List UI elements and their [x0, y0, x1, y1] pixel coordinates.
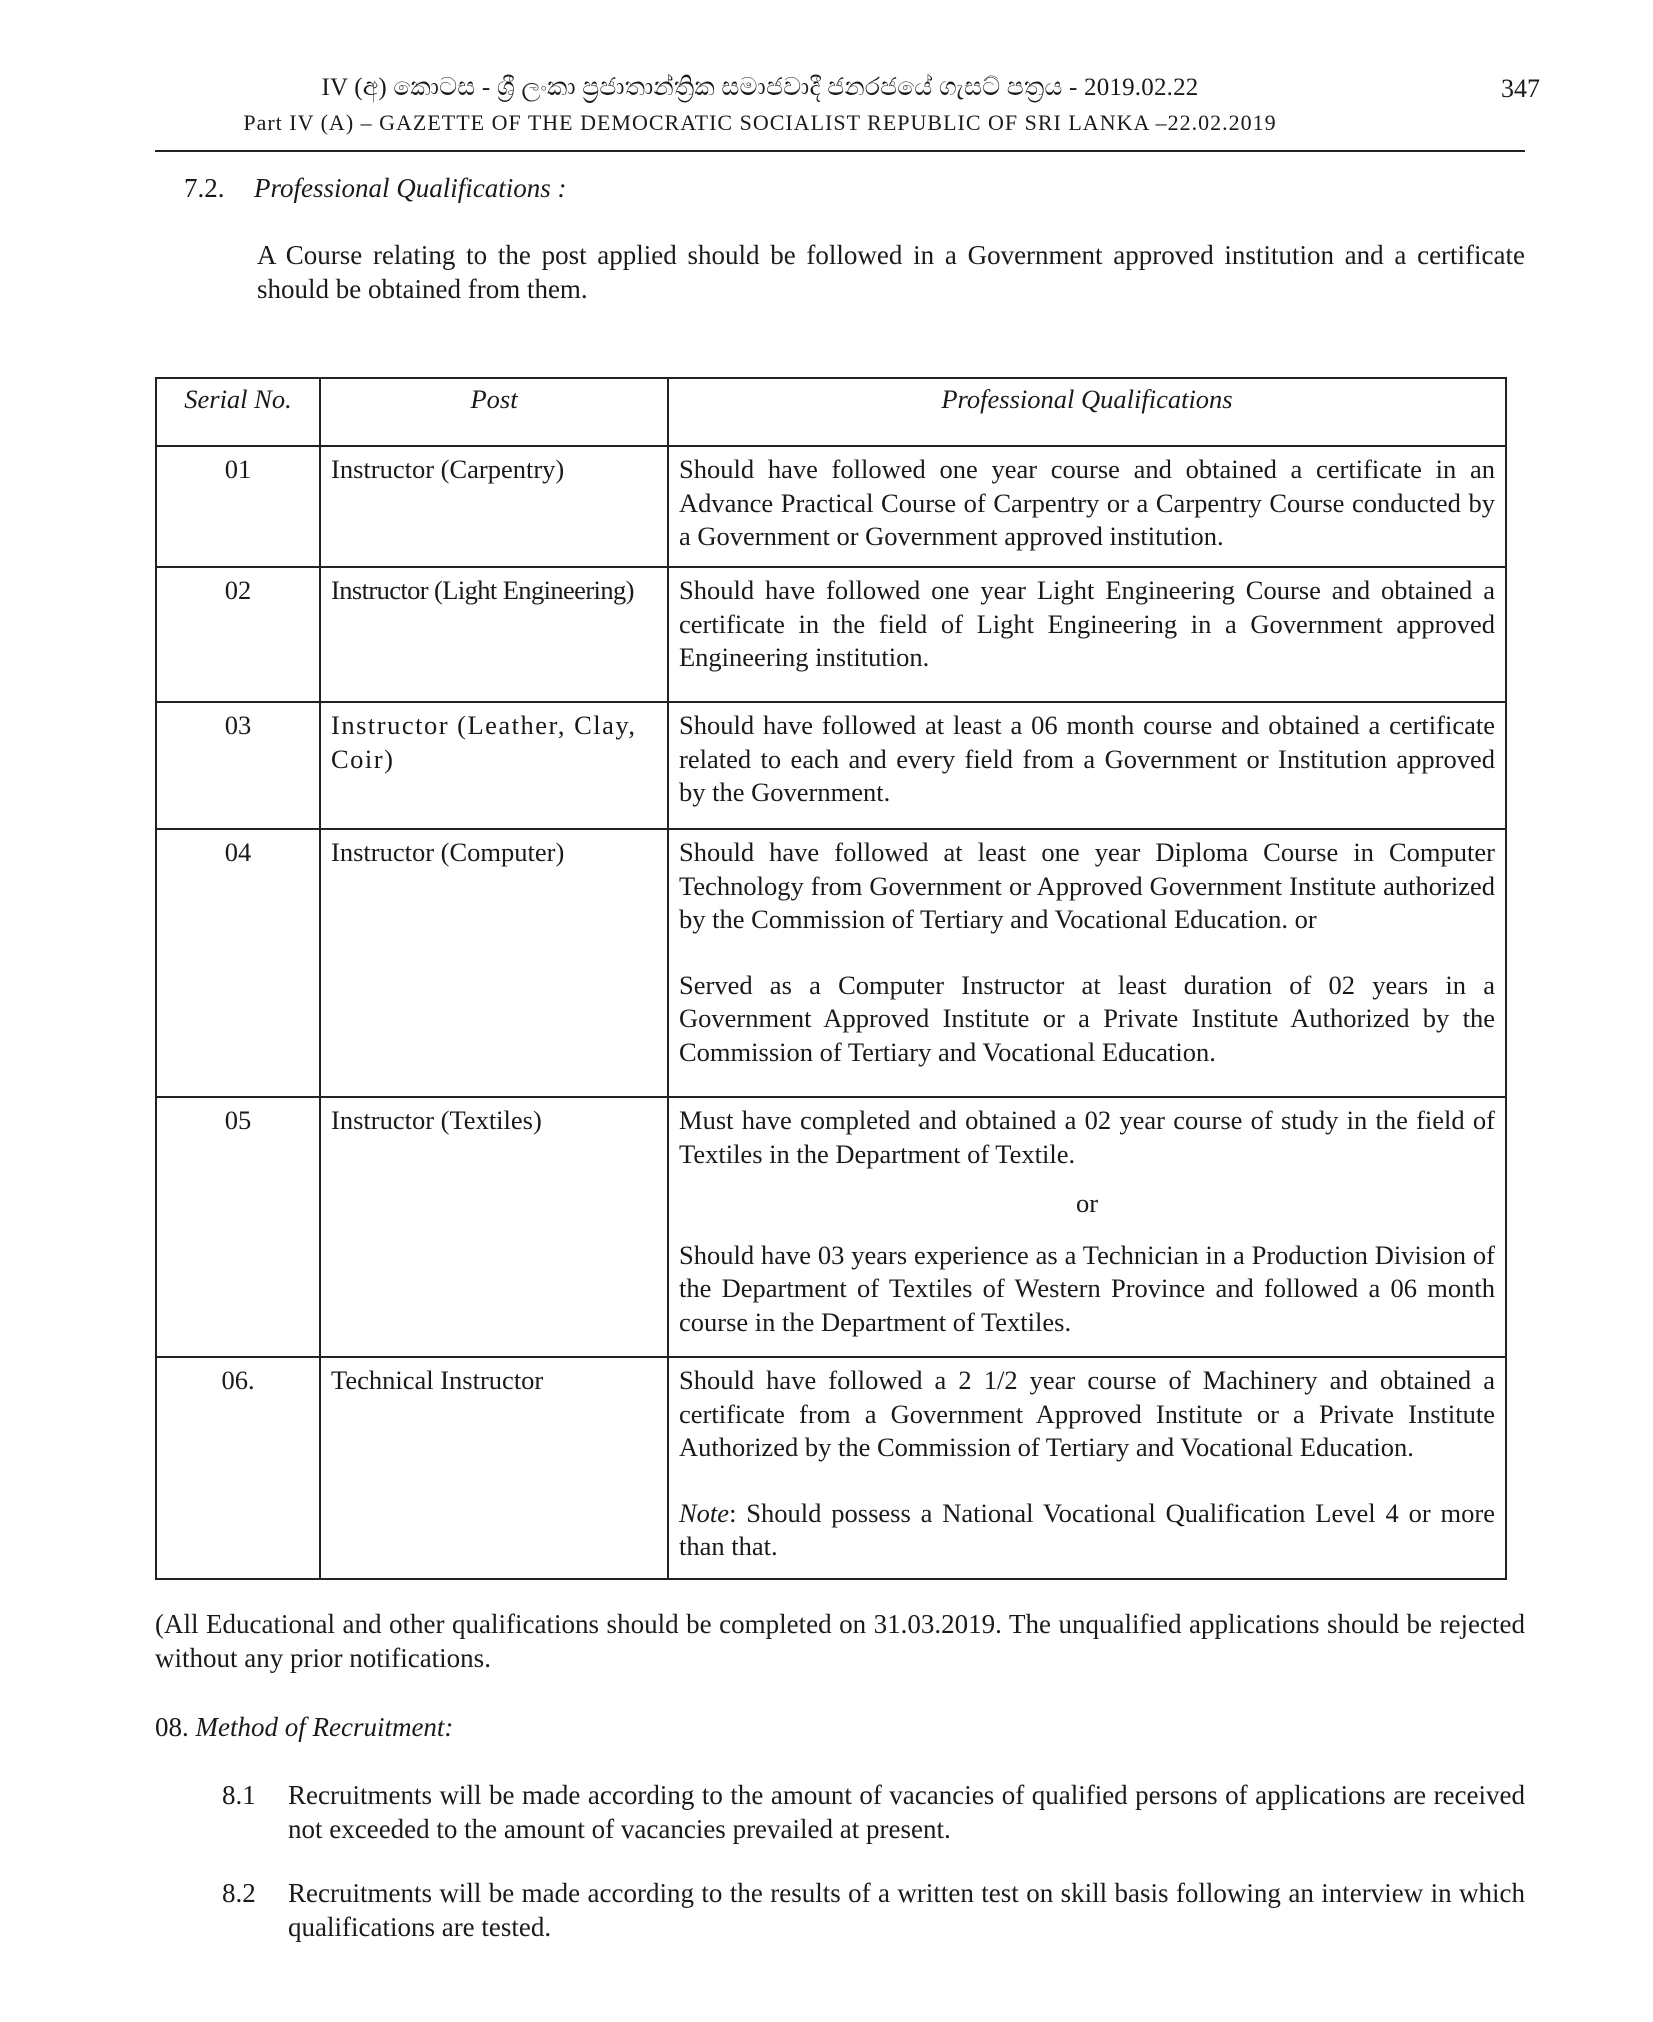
qualification-paragraph: Should have followed one year Light Engineering Course and obtained a certificate in the field of Light Engineering in a Government approved Engineering institution. — [679, 575, 1495, 672]
serial-cell: 03 — [156, 702, 320, 829]
table-row — [156, 702, 1506, 829]
qualification-paragraph: Served as a Computer Instructor at least duration of 02 years in a Government Approved Institute or a Private Institute Authorized by the Commission of Tertiary and Vocational Education. — [679, 969, 1495, 1067]
qualification-cell — [668, 1097, 1506, 1357]
gazette-header-english: Part IV (A) – GAZETTE OF THE DEMOCRATIC SOCIALIST REPUBLIC OF SRI LANKA –22.02.2019 — [243, 110, 1277, 135]
recruitment-item-8-1 — [222, 1778, 1525, 1846]
table-row — [156, 567, 1506, 702]
recruitment-item-8-2 — [222, 1876, 1525, 1944]
gazette-header-sinhala: IV (අ) කොටස - ශ්‍රී ලංකා ප්‍රජාතාන්ත්‍රික සමාජවාදී ජනරජයේ ගැසට් පත්‍රය - 2019.02.22 — [321, 74, 1199, 101]
post-cell: Instructor (Textiles) — [320, 1097, 668, 1357]
page-number: 347 — [1501, 74, 1540, 103]
qualification-note — [679, 1497, 1495, 1564]
item-number: 8.2 — [222, 1878, 256, 1908]
section-title: Method of Recruitment: — [195, 1712, 454, 1742]
serial-cell: 06. — [156, 1357, 320, 1579]
qualification-paragraph: Should have followed at least a 06 month course and obtained a certificate related to each and every field from a Government or Institution approved by the Government. — [679, 710, 1495, 807]
qualification-cell — [668, 702, 1506, 829]
section-08-heading — [155, 1712, 453, 1743]
professional-qualifications-table — [155, 377, 1507, 1580]
item-text: Recruitments will be made according to the results of a written test on skill basis following an interview in which qualifications are tested. — [288, 1878, 1525, 1942]
table-row — [156, 446, 1506, 567]
qualification-paragraph: Should have followed at least one year Diploma Course in Computer Technology from Government or Approved Government Institute authorized by the Commission of Tertiary and Vocational Education. or — [679, 837, 1495, 934]
serial-cell: 02 — [156, 567, 320, 702]
qualification-deadline-note: (All Educational and other qualifications should be completed on 31.03.2019. The unqualified applications should be rejected without any prior notifications. — [155, 1609, 1525, 1673]
post-cell: Technical Instructor — [320, 1357, 668, 1579]
item-text: Recruitments will be made according to the amount of vacancies of qualified persons of applications are received not exceeded to the amount of vacancies prevailed at present. — [288, 1780, 1525, 1844]
table-row — [156, 829, 1506, 1097]
post-cell: Instructor (Leather, Clay, Coir) — [320, 702, 668, 829]
post-cell: Instructor (Light Engineering) — [320, 567, 668, 702]
qualification-paragraph: Must have completed and obtained a 02 year course of study in the field of Textiles in the Department of Textile. — [679, 1105, 1495, 1169]
post-cell: Instructor (Computer) — [320, 829, 668, 1097]
column-header-post: Post — [320, 378, 668, 446]
section-7-2-heading — [184, 173, 567, 204]
serial-cell: 04 — [156, 829, 320, 1097]
note-label: Note — [679, 1497, 730, 1528]
section-number: 7.2. — [184, 173, 225, 203]
header-divider — [155, 150, 1525, 152]
column-header-qualifications: Professional Qualifications — [668, 378, 1506, 446]
section-number: 08. — [155, 1712, 189, 1742]
qualification-cell — [668, 829, 1506, 1097]
qualification-paragraph: Should have 03 years experience as a Technician in a Production Division of the Department of Textiles of Western Province and followed a 06 month course in the Department of Textiles. — [679, 1239, 1495, 1337]
post-cell: Instructor (Carpentry) — [320, 446, 668, 567]
table-header-row — [156, 378, 1506, 446]
serial-cell: 05 — [156, 1097, 320, 1357]
qualification-cell — [668, 567, 1506, 702]
or-separator: or — [1075, 1188, 1099, 1218]
table-row — [156, 1357, 1506, 1579]
column-header-serial: Serial No. — [156, 378, 320, 446]
section-7-2-intro: A Course relating to the post applied should be followed in a Government approved institution and a certificate should be obtained from them. — [257, 240, 1525, 304]
serial-cell: 01 — [156, 446, 320, 567]
qualification-cell — [668, 1357, 1506, 1579]
qualification-paragraph: Should have followed one year course and obtained a certificate in an Advance Practical Course of Carpentry or a Carpentry Course conducted by a Government or Government approved institution. — [679, 454, 1495, 551]
qualification-cell — [668, 446, 1506, 567]
qualification-paragraph: Should have followed a 2 1/2 year course of Machinery and obtained a certificate from a Government Approved Institute or a Private Institute Authorized by the Commission of Tertiary and Vocational Education. — [679, 1365, 1495, 1462]
note-text: : Should possess a National Vocational Qualification Level 4 or more than that. — [679, 1497, 1495, 1561]
section-title: Professional Qualifications : — [254, 173, 567, 203]
table-row — [156, 1097, 1506, 1357]
item-number: 8.1 — [222, 1780, 256, 1810]
